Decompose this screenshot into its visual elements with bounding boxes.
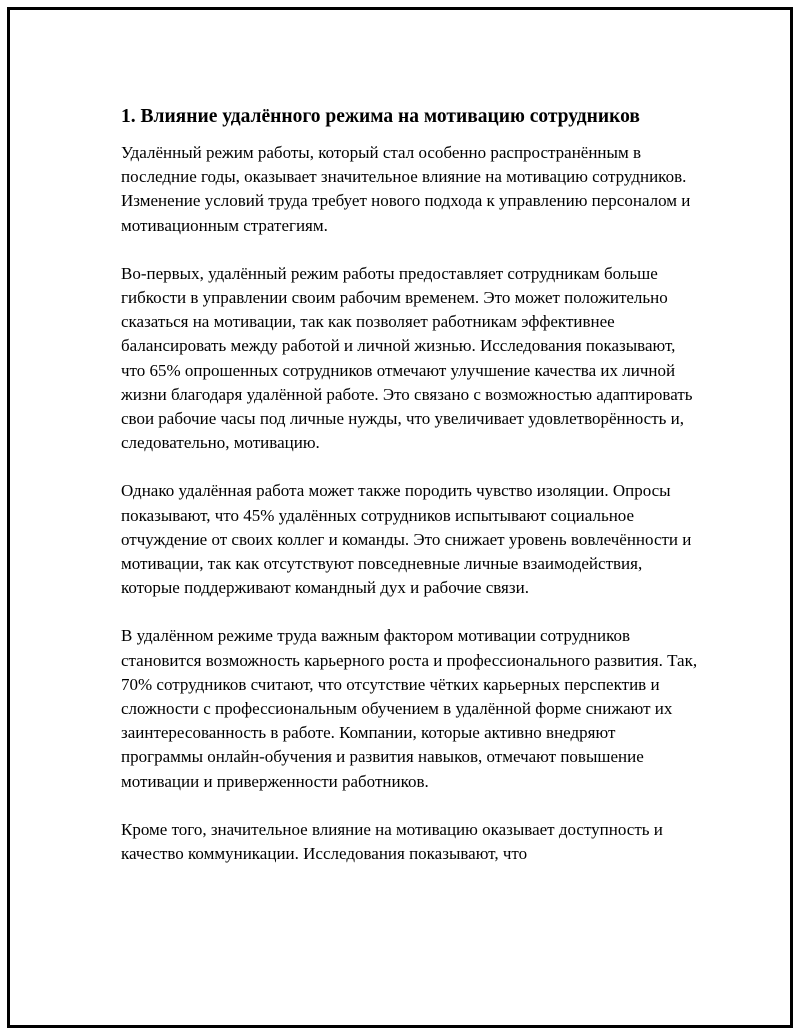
paragraph-career-growth: В удалённом режиме труда важным фактором мотивации сотрудников становится возможность карьерного роста и профессионального развития. Так, 70% сотрудников считают, что отсутствие чётких карьерных перспектив и сложности с профессиональным обучением в удалённой форме снижают их заинтересованность в работе. Компании, которые активно внедряют программы онлайн-обучения и развития навыков, отмечают повышение мотивации и приверженности работников. [121,626,698,791]
document-page [7,7,793,1028]
paragraph-intro: Удалённый режим работы, который стал особенно распространённым в последние годы, оказывает значительное влияние на мотивацию сотрудников. Изменение условий труда требует нового подхода к управлению персоналом и мотивационным стратегиям. [121,143,691,235]
document-body [121,105,701,890]
paragraph-isolation: Однако удалённая работа может также породить чувство изоляции. Опросы показывают, что 45% удалённых сотрудников испытывают социальное отчуждение от своих коллег и команды. Это снижает уровень вовлечённости и мотивации, так как отсутствуют повседневные личные взаимодействия, которые поддерживают командный дух и рабочие связи. [121,481,692,598]
paragraph-communication: Кроме того, значительное влияние на мотивацию оказывает доступность и качество коммуникации. Исследования показывают, что [121,819,663,864]
section-heading: 1. Влияние удалённого режима на мотивацию сотрудников [121,106,640,127]
paragraph-flexibility: Во-первых, удалённый режим работы предоставляет сотрудникам больше гибкости в управлении своим рабочим временем. Это может положительно сказаться на мотивации, так как позволяет работникам эффективнее балансировать между работой и личной жизнью. Исследования показывают, что 65% опрошенных сотрудников отмечают улучшение качества их личной жизни благодаря удалённой работе. Это связано с возможностью адаптировать свои рабочие часы под личные нужды, что увеличивает удовлетворённость и, следовательно, мотивацию. [121,263,693,453]
